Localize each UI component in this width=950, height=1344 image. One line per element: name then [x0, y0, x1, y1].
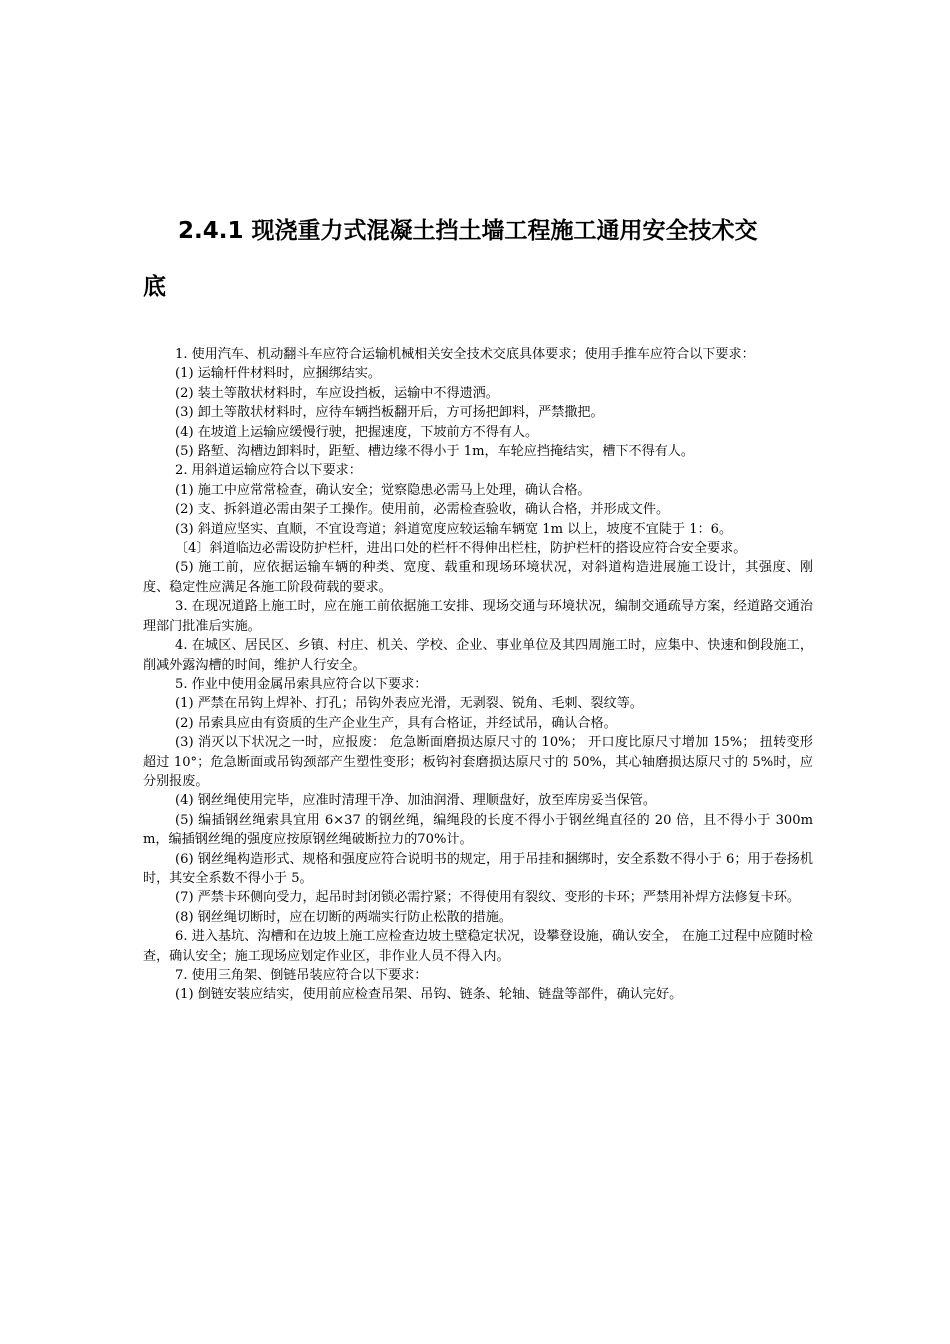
- document-title-line2: 底: [143, 274, 166, 300]
- paragraph: (3) 卸土等散状材料时，应待车辆挡板翻开后，方可扬把卸料，严禁撒把。: [175, 405, 604, 421]
- paragraph: 6. 进入基坑、沟槽和在边坡上施工应检查边坡土壁稳定状况，设攀登设施，确认安全， 在施工过程中应随时检查，确认安全；施工现场应划定作业区，非作业人员不得入内。: [143, 929, 813, 964]
- paragraph: (4) 钢丝绳使用完毕，应准时清理干净、加油润滑、理顺盘好，放至库房妥当保管。: [175, 793, 656, 809]
- paragraph: (5) 施工前，应依据运输车辆的种类、宽度、载重和现场环境状况，对斜道构造进展施工设计，其强度、刚度、稳定性应满足各施工阶段荷载的要求。: [143, 560, 813, 595]
- paragraph: (5) 编插钢丝绳索具宜用 6×37 的钢丝绳，编绳段的长度不得小于钢丝绳直径的 20 倍，且不得小于 300mm，编插钢丝绳的强度应按原钢丝绳破断拉力的70%计。: [143, 812, 813, 848]
- paragraph: 1. 使用汽车、机动翻斗车应符合运输机械相关安全技术交底具体要求；使用手推车应符合以下要求：: [175, 347, 755, 362]
- paragraph: 5. 作业中使用金属吊索具应符合以下要求：: [175, 676, 428, 692]
- paragraph: 〔4〕斜道临边必需设防护栏杆，进出口处的栏杆不得伸出栏柱，防护栏杆的搭设应符合安全要求。: [175, 541, 747, 557]
- paragraph: (1) 运输杆件材料时，应捆绑结实。: [175, 366, 382, 382]
- paragraph: 3. 在现况道路上施工时，应在施工前依据施工安排、现场交通与环境状况，编制交通疏导方案，经道路交通治理部门批准后实施。: [143, 599, 813, 634]
- paragraph: 7. 使用三角架、倒链吊装应符合以下要求：: [175, 968, 428, 983]
- paragraph: (1) 施工中应常常检查，确认安全；觉察隐患必需马上处理，确认合格。: [175, 482, 591, 498]
- paragraph: (5) 路堑、沟槽边卸料时，距堑、槽边缘不得小于 1m，车轮应挡掩结实，槽下不得有人。: [175, 444, 694, 460]
- paragraph: (3) 斜道应坚实、直顺，不宜设弯道；斜道宽度应较运输车辆宽 1m 以上，坡度不宜陡于 1：6。: [175, 521, 733, 537]
- paragraph: 4. 在城区、居民区、乡镇、村庄、机关、学校、企业、事业单位及其四周施工时，应集中、快速和倒段施工，削减外露沟槽的时间，维护人行安全。: [143, 638, 813, 673]
- paragraph: (2) 吊索具应由有资质的生产企业生产，具有合格证，并经试吊，确认合格。: [175, 715, 617, 731]
- document-body: [143, 345, 813, 1005]
- document-title-line1: 2.4.1 现浇重力式混凝土挡土墙工程施工通用安全技术交: [178, 218, 758, 244]
- paragraph: (4) 在坡道上运输应缓慢行驶，把握速度，下坡前方不得有人。: [175, 424, 539, 440]
- paragraph: (2) 装土等散状材料时，车应设挡板，运输中不得遗洒。: [175, 385, 499, 401]
- paragraph: (7) 严禁卡环侧向受力，起吊时封闭锁必需拧紧；不得使用有裂纹、变形的卡环；严禁用补焊方法修复卡环。: [175, 890, 801, 906]
- paragraph: 2. 用斜道运输应符合以下要求：: [175, 463, 362, 479]
- paragraph: (8) 钢丝绳切断时，应在切断的两端实行防止松散的措施。: [175, 909, 512, 925]
- paragraph: (1) 倒链安装应结实，使用前应检查吊架、吊钩、链条、轮轴、链盘等部件，确认完好。: [175, 987, 683, 1003]
- paragraph: (6) 钢丝绳构造形式、规格和强度应符合说明书的规定，用于吊挂和捆绑时，安全系数不得小于 6；用于卷扬机时，其安全系数不得小于 5。: [143, 851, 813, 886]
- paragraph: (2) 支、拆斜道必需由架子工操作。使用前，必需检查验收，确认合格，并形成文件。: [175, 502, 670, 518]
- paragraph: (3) 消灭以下状况之一时，应报废： 危急断面磨损达原尺寸的 10%； 开口度比原尺寸增加 15%； 扭转变形超过 10°；危急断面或吊钩颈部产生塑性变形；板钩衬套磨损达原尺寸的 50%，其心轴磨损达原尺寸的 5%时，应分别报废。: [143, 735, 813, 789]
- paragraph: (1) 严禁在吊钩上焊补、打孔；吊钩外表应光滑，无剥裂、锐角、毛刺、裂纹等。: [175, 696, 643, 712]
